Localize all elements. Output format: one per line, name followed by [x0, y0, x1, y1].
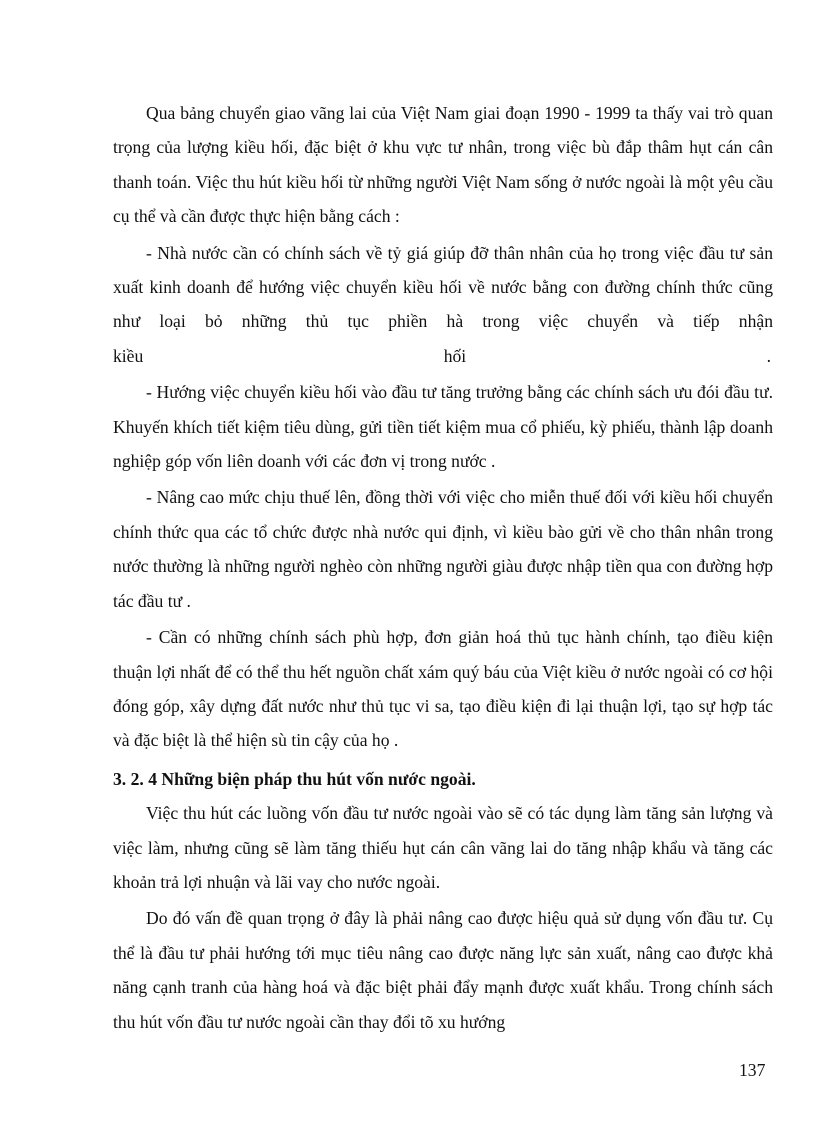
last-line-word-1: kiều	[113, 345, 144, 366]
document-page	[113, 96, 773, 1039]
bullet-paragraph-1-last-line	[113, 339, 773, 373]
bullet-paragraph-2: - Hướng việc chuyển kiều hối vào đầu tư tăng trưởng bằng các chính sách ưu đói đầu tư. Khuyến khích tiết kiệm tiêu dùng, gửi tiền tiết kiệm mua cổ phiếu, kỳ phiếu, thành lập doanh nghiệp góp vốn liên doanh với các đơn vị trong nước .	[113, 382, 773, 472]
bullet-paragraph-4: - Cần có những chính sách phù hợp, đơn giản hoá thủ tục hành chính, tạo điều kiện thuận lợi nhất để có thể thu hết nguồn chất xám quý báu của Việt kiều ở nước ngoài có cơ hội đóng góp, xây dựng đất nước như thủ tục vi sa, tạo điều kiện đi lại thuận lợi, tạo sự hợp tác và đặc biệt là thể hiện sù tin cậy của họ .	[113, 627, 773, 751]
section-heading: 3. 2. 4 Những biện pháp thu hút vốn nước ngoài.	[113, 768, 476, 789]
last-line-word-2: hối	[443, 345, 467, 366]
body-paragraph-1: Việc thu hút các luồng vốn đầu tư nước ngoài vào sẽ có tác dụng làm tăng sản lượng và việc làm, nhưng cũng sẽ làm tăng thiếu hụt cán cân vãng lai do tăng nhập khẩu và tăng các khoản trả lợi nhuận và lãi vay cho nước ngoài.	[113, 803, 773, 892]
page-number: 137	[739, 1060, 766, 1080]
intro-paragraph: Qua bảng chuyển giao vãng lai của Việt Nam giai đoạn 1990 - 1999 ta thấy vai trò quan trọng của lượng kiều hối, đặc biệt ở khu vực tư nhân, trong việc bù đắp thâm hụt cán cân thanh toán. Việc thu hút kiều hối từ những người Việt Nam sống ở nước ngoài là một yêu cầu cụ thể và cần được thực hiện bằng cách :	[113, 103, 773, 227]
body-paragraph-2: Do đó vấn đề quan trọng ở đây là phải nâng cao được hiệu quả sử dụng vốn đầu tư. Cụ thể là đầu tư phải hướng tới mục tiêu nâng cao được năng lực sản xuất, nâng cao được khả năng cạnh tranh của hàng hoá và đặc biệt phải đẩy mạnh được xuất khẩu. Trong chính sách thu hút vốn đầu tư nước ngoài cần thay đổi tõ xu hướng	[113, 908, 773, 1032]
bullet-paragraph-3: - Nâng cao mức chịu thuế lên, đồng thời với việc cho miễn thuế đối với kiều hối chuyển chính thức qua các tổ chức được nhà nước qui định, vì kiều bào gửi về cho thân nhân trong nước thường là những người nghèo còn những người giàu được nhập tiền qua con đường hợp tác đầu tư .	[113, 487, 773, 611]
last-line-period: .	[766, 345, 771, 366]
bullet-paragraph-1: - Nhà nước cần có chính sách về tỷ giá giúp đỡ thân nhân của họ trong việc đầu tư sản xuất kinh doanh để hướng việc chuyển kiều hối về nước bằng con đường chính thức cũng như loại bỏ những thủ tục phiền hà trong việc chuyển và tiếp nhận	[113, 242, 773, 332]
